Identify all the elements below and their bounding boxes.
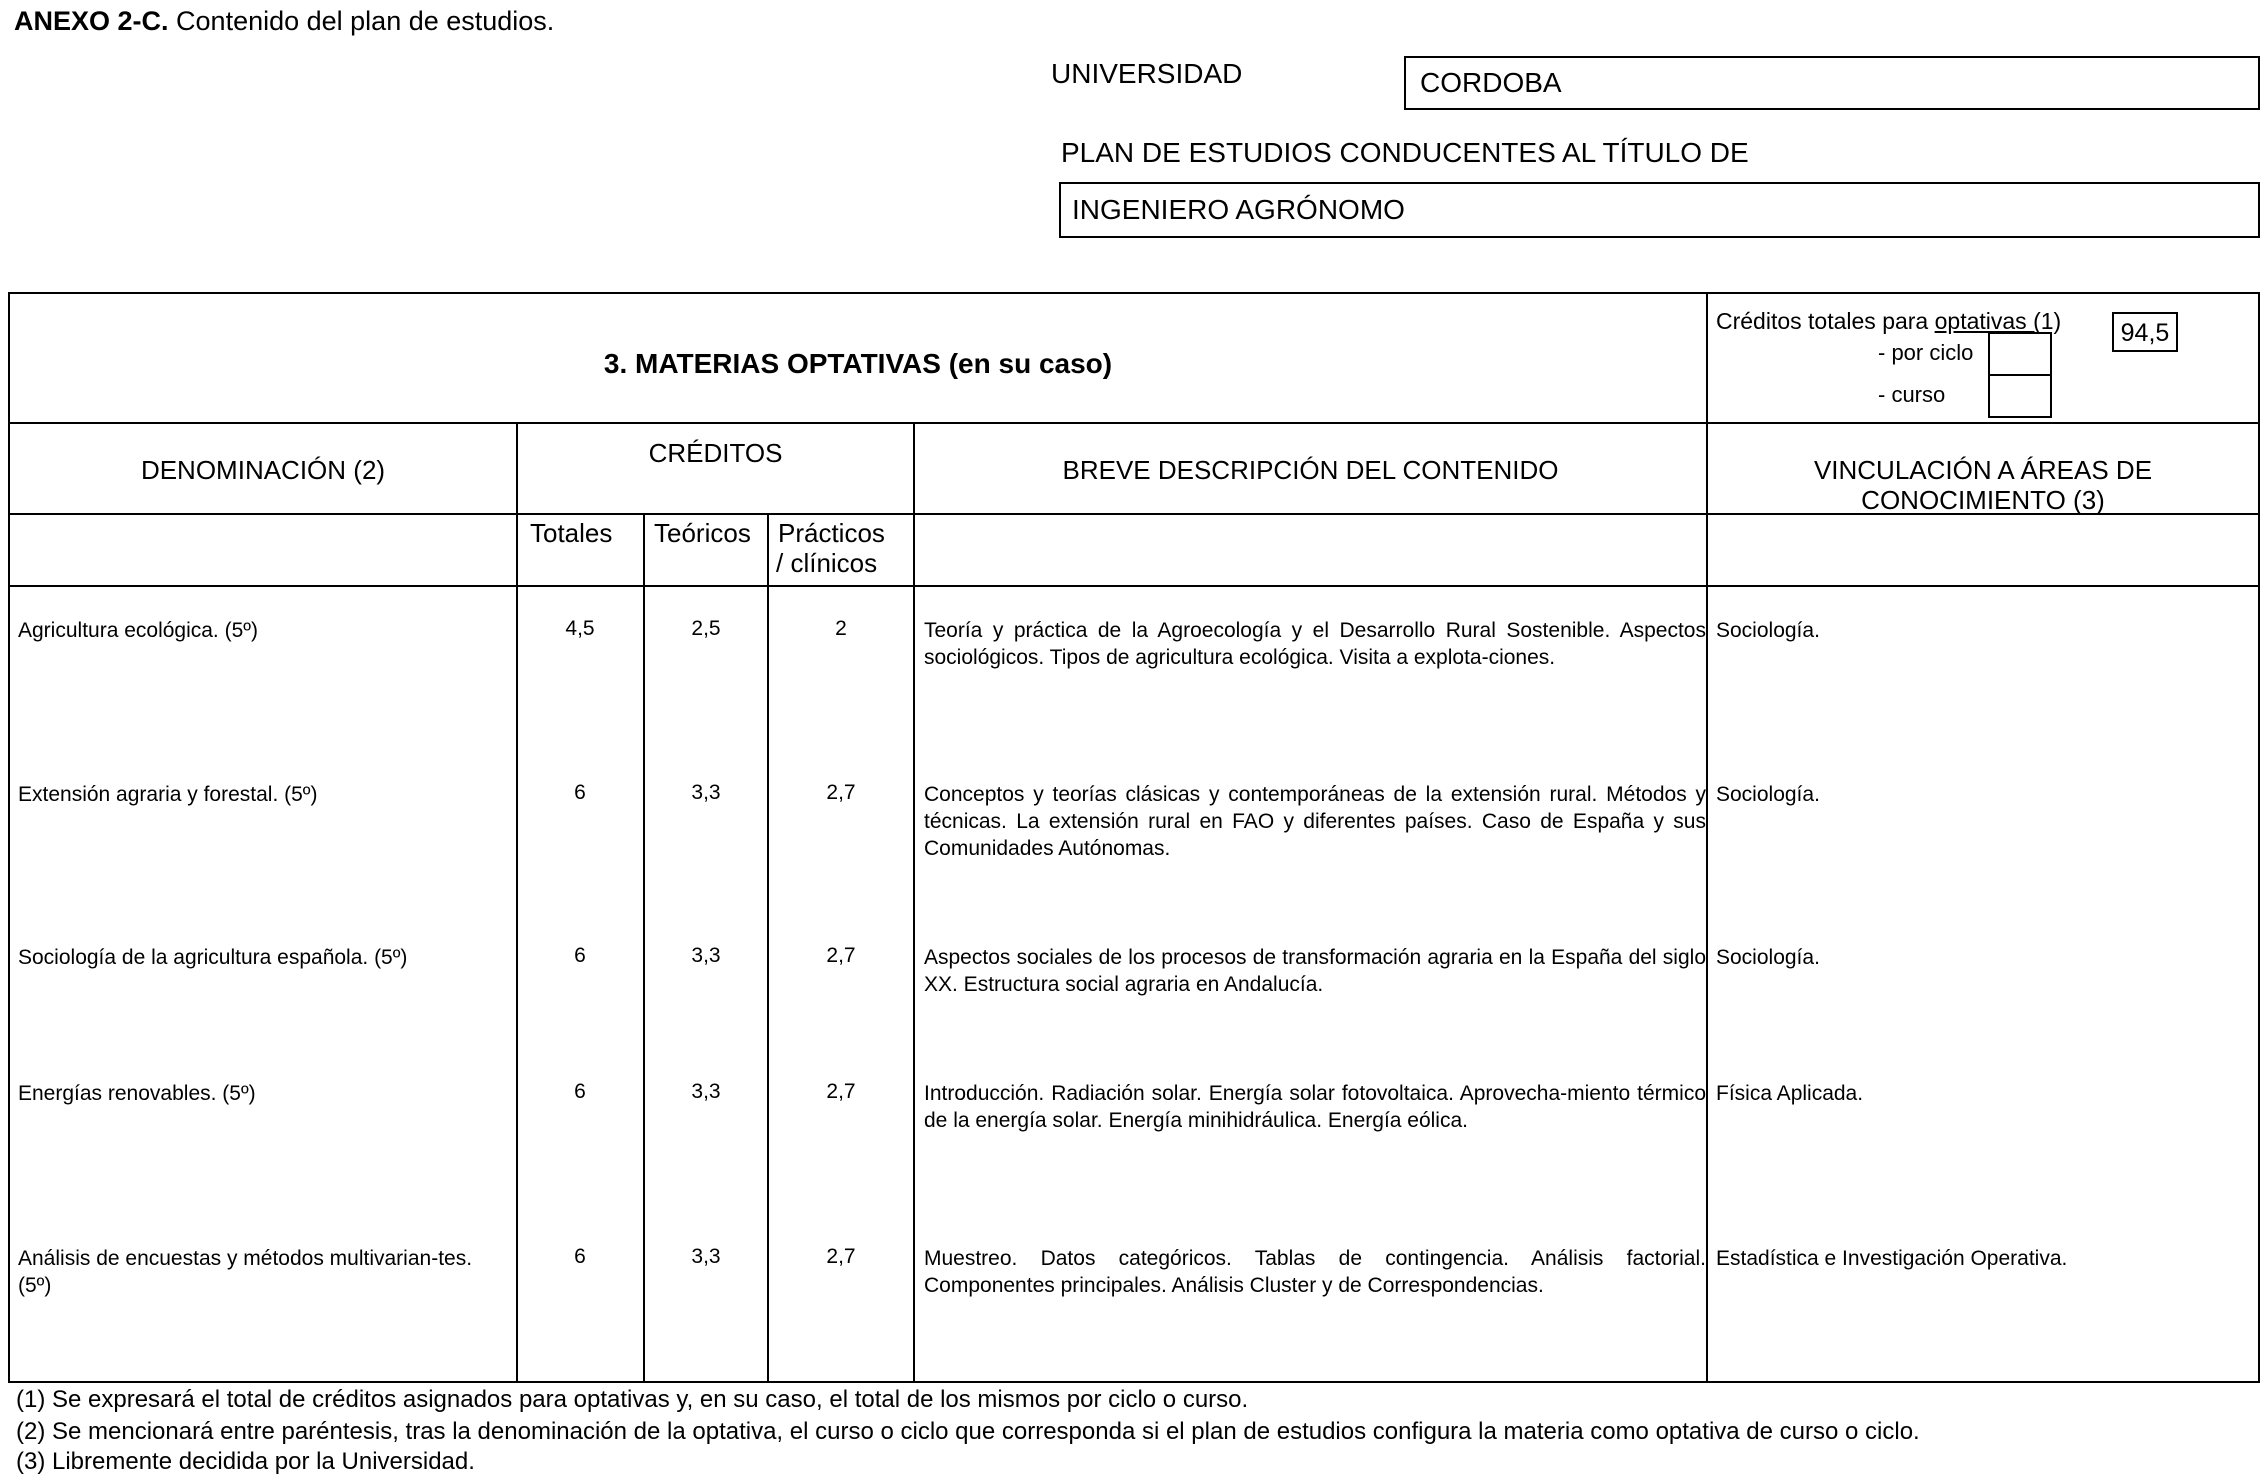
optativas-label-end: 1) (2040, 308, 2062, 334)
optativas-total-box (2112, 312, 2178, 352)
course-description: Conceptos y teorías clásicas y contemporáneas de la extensión rural. Métodos y técnicas. La extensión rural en FAO y diferentes países. Caso de España y sus Comunidades Autónomas. (924, 783, 1706, 860)
credits-theory: 3,3 (691, 1080, 721, 1103)
col-divider-teoricos (767, 513, 769, 1383)
col-divider-creditos (913, 422, 915, 1383)
course-description: Introducción. Radiación solar. Energía solar fotovoltaica. Aprovecha-miento térmico de la energía solar. Energía minihidráulica. Energía eólica. (924, 1082, 1706, 1132)
credits-practice: 2,7 (826, 781, 856, 804)
col-divider-totales (643, 513, 645, 1383)
course-name: Energías renovables. (5º) (18, 1082, 256, 1105)
header-denominacion: DENOMINACIÓN (2) (140, 455, 386, 485)
annex-number: ANEXO 2-C. (14, 6, 169, 36)
table-top-border (8, 292, 2260, 294)
header-vinculacion-line1: VINCULACIÓN A ÁREAS DE (1813, 455, 2153, 485)
course-name: Extensión agraria y forestal. (5º) (18, 783, 318, 806)
footnote-3: (3) Libremente decidida por la Universidad. (16, 1448, 475, 1475)
por-ciclo-box (1988, 332, 2052, 376)
optativas-label-underlined: optativas ( (1934, 308, 2041, 334)
course-description: Muestreo. Datos categóricos. Tablas de contingencia. Análisis factorial. Componentes principales. Análisis Cluster y de Correspondencias. (924, 1247, 1706, 1297)
university-field (1404, 56, 2260, 110)
knowledge-area: Estadística e Investigación Operativa. (1716, 1247, 2068, 1270)
credits-theory: 3,3 (691, 781, 721, 804)
knowledge-area: Sociología. (1716, 619, 1820, 642)
course-description: Aspectos sociales de los procesos de transformación agraria en la España del siglo XX. Estructura social agraria en Andalucía. (924, 946, 1706, 996)
knowledge-area: Física Aplicada. (1716, 1082, 1864, 1105)
annex-heading (14, 6, 554, 37)
knowledge-area: Sociología. (1716, 783, 1820, 806)
table-bottom-border (8, 1381, 2260, 1383)
course-name: Sociología de la agricultura española. (5º) (18, 946, 408, 969)
header-descripcion: BREVE DESCRIPCIÓN DEL CONTENIDO (1062, 455, 1559, 485)
curso-box (1988, 374, 2052, 418)
credits-total: 6 (574, 781, 586, 804)
knowledge-area: Sociología. (1716, 946, 1820, 969)
table-section-divider (8, 422, 2260, 424)
course-name: Agricultura ecológica. (5º) (18, 619, 258, 642)
header-teoricos: Teóricos (654, 518, 751, 548)
optativas-total-label (1716, 308, 2061, 335)
header-vinculacion-line2: CONOCIMIENTO (3) (1861, 485, 2105, 515)
course-name: Análisis de encuestas y métodos multivarian-tes. (5º) (18, 1247, 473, 1297)
optativas-label-start: Créditos totales para (1716, 308, 1935, 334)
credits-total: 6 (574, 1080, 586, 1103)
credits-practice: 2,7 (826, 1245, 856, 1268)
credits-total: 6 (574, 1245, 586, 1268)
credits-theory: 2,5 (691, 617, 721, 640)
course-description: Teoría y práctica de la Agroecología y el Desarrollo Rural Sostenible. Aspectos sociológicos. Tipos de agricultura ecológica. Visita a explota-ciones. (924, 619, 1706, 669)
degree-field (1059, 182, 2260, 238)
credits-practice: 2,7 (826, 944, 856, 967)
section-title: 3. MATERIAS OPTATIVAS (en su caso) (603, 348, 1113, 379)
credits-total: 4,5 (565, 617, 595, 640)
header-practicos-line2: / clínicos (776, 548, 878, 578)
por-ciclo-label: - por ciclo (1878, 340, 1974, 365)
credits-practice: 2,7 (826, 1080, 856, 1103)
university-label: UNIVERSIDAD (1051, 58, 1243, 89)
university-value: CORDOBA (1420, 67, 1562, 98)
footnote-2: (2) Se mencionará entre paréntesis, tras la denominación de la optativa, el curso o ciclo que corresponda si el plan de estudios configura la materia como optativa de curso o ciclo. (16, 1418, 1920, 1445)
optativas-total-value: 94,5 (2120, 319, 2170, 347)
degree-value: INGENIERO AGRÓNOMO (1072, 194, 1405, 225)
plan-label: PLAN DE ESTUDIOS CONDUCENTES AL TÍTULO DE (1061, 137, 1749, 168)
table-right-border (2258, 292, 2260, 1383)
credits-total: 6 (574, 944, 586, 967)
credits-theory: 3,3 (691, 944, 721, 967)
table-subheader-divider (8, 585, 2260, 587)
header-totales: Totales (530, 518, 613, 548)
credits-practice: 2 (835, 617, 847, 640)
curso-label: - curso (1878, 382, 1946, 407)
header-creditos: CRÉDITOS (648, 438, 783, 468)
col-divider-denominacion (516, 422, 518, 1383)
header-practicos-line1: Prácticos (778, 518, 885, 548)
credits-theory: 3,3 (691, 1245, 721, 1268)
footnote-1: (1) Se expresará el total de créditos asignados para optativas y, en su caso, el total de los mismos por ciclo o curso. (16, 1386, 1249, 1413)
annex-description: Contenido del plan de estudios. (168, 6, 555, 36)
